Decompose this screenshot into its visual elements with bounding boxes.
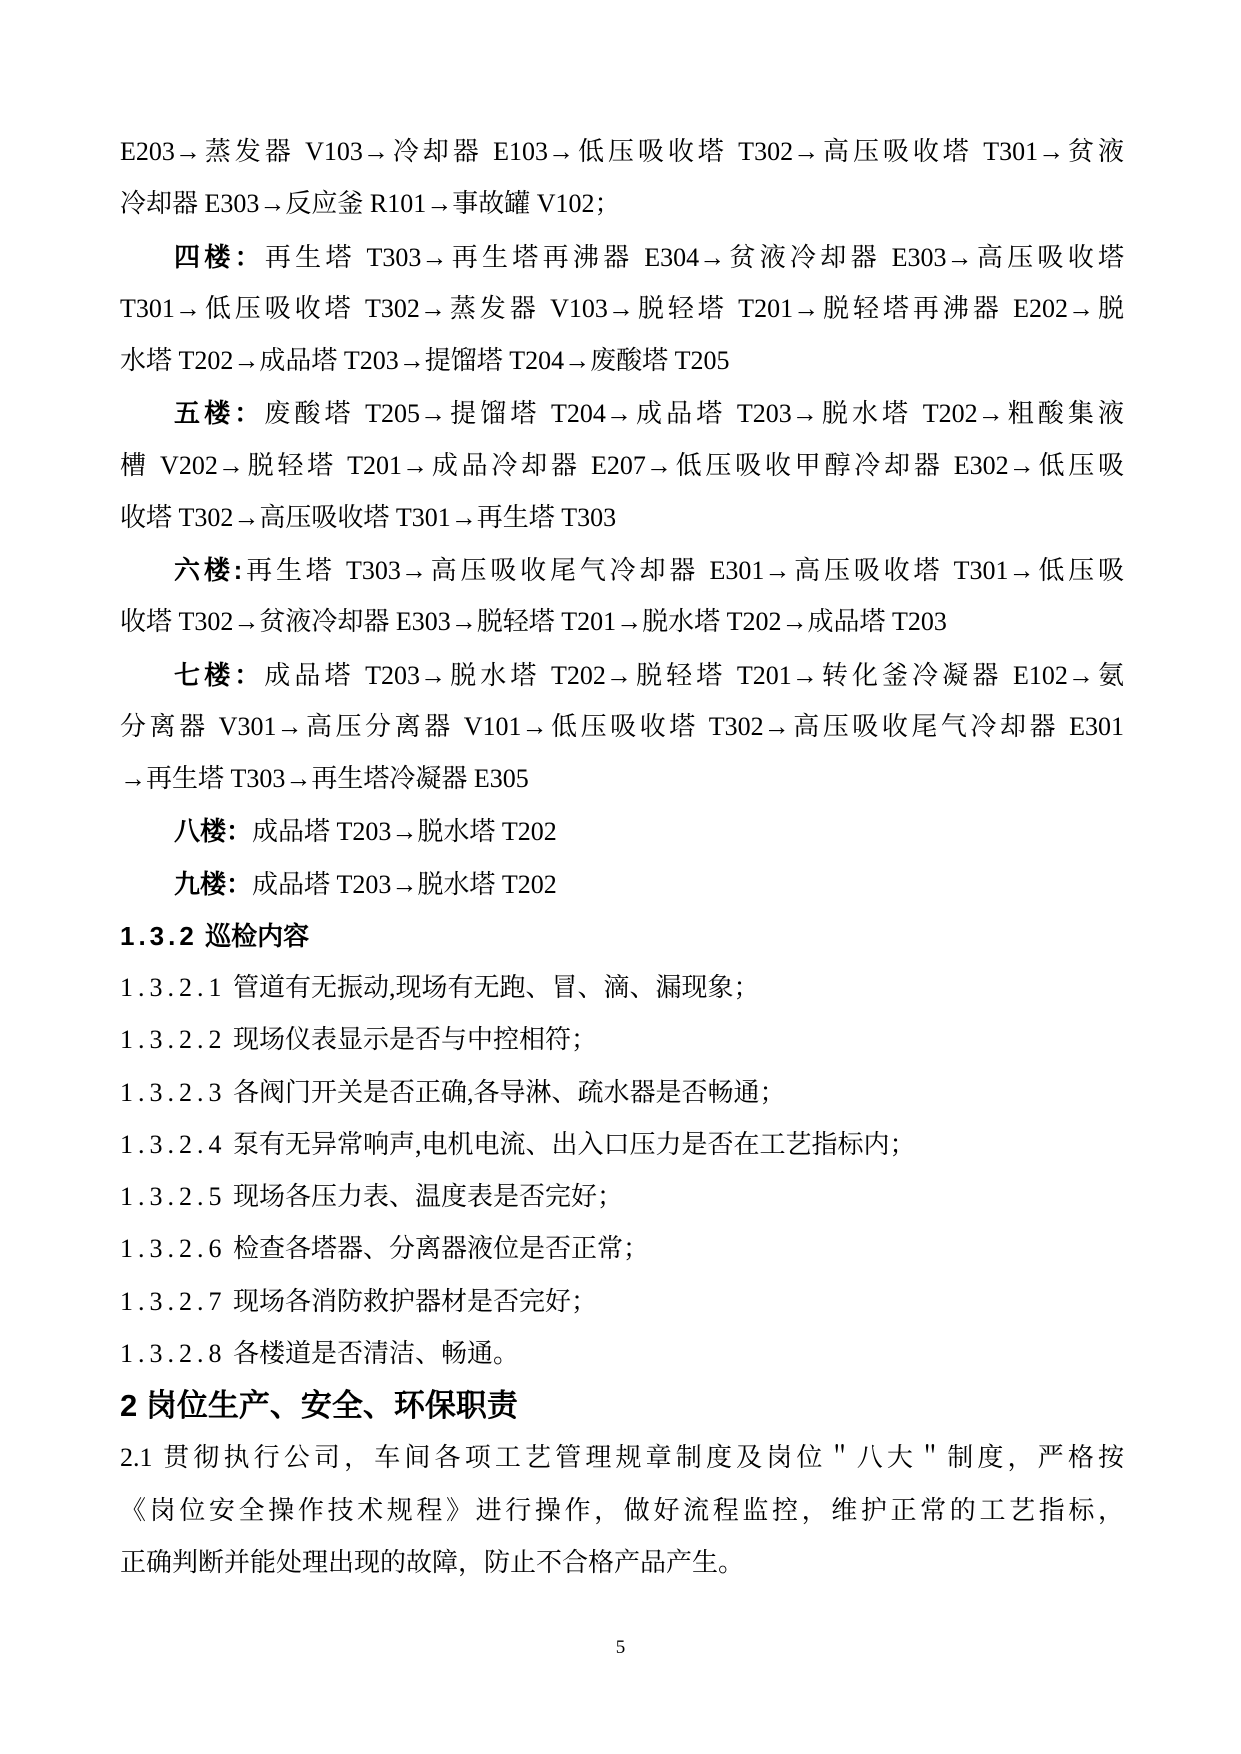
floor-route-line: 分离器 V301→高压分离器 V101→低压吸收塔 T302→高压吸收尾气冷却器 E301: [120, 711, 1124, 741]
checklist-item: [120, 1223, 1124, 1275]
floor-label: 四楼：: [174, 241, 265, 272]
floor-route-line: T301→低压吸收塔 T302→蒸发器 V103→脱轻塔 T201→脱轻塔再沸器 E202→脱: [120, 293, 1124, 323]
checklist-item: [120, 1276, 1124, 1328]
floor-route-line: [120, 544, 1124, 596]
item-text: 现场各消防救护器材是否完好；: [233, 1286, 598, 1316]
item-text: 各阀门开关是否正确,各导淋、疏水器是否畅通；: [233, 1077, 786, 1107]
floor-route-line: [120, 649, 1124, 701]
paragraph-line: 2.1 贯彻执行公司，车间各项工艺管理规章制度及岗位＂八大＂制度，严格按: [120, 1443, 1124, 1473]
floor-route-text: 废酸塔 T205→提馏塔 T204→成品塔 T203→脱水塔 T202→粗酸集液: [264, 399, 1124, 429]
floor-route-line: [120, 805, 1124, 857]
floor-label: 五楼：: [174, 398, 265, 429]
floor-route-text: 成品塔 T203→脱水塔 T202→脱轻塔 T201→转化釜冷凝器 E102→氨: [264, 660, 1124, 690]
page-body: [120, 126, 1124, 1589]
floor-label: 八楼：: [174, 816, 253, 847]
checklist-item: [120, 1067, 1124, 1119]
floor-route-line: 槽 V202→脱轻塔 T201→成品冷却器 E207→低压吸收甲醇冷却器 E302→低压吸: [120, 450, 1124, 480]
item-number: 1.3.2.7: [120, 1286, 227, 1316]
item-text: 现场仪表显示是否与中控相符；: [233, 1025, 598, 1055]
heading-text: 巡检内容: [205, 920, 310, 951]
floor-route-line: [120, 231, 1124, 283]
page-number: 5: [615, 1637, 626, 1658]
checklist-item: [120, 1119, 1124, 1171]
floor-route-text: 成品塔 T203→脱水塔 T202: [252, 817, 557, 847]
floor-route-line: [120, 858, 1124, 910]
floor-route-line: 收塔 T302→高压吸收塔 T301→再生塔 T303: [120, 502, 617, 532]
item-number: 1.3.2.2: [120, 1025, 227, 1055]
item-text: 检查各塔器、分离器液位是否正常；: [233, 1234, 650, 1264]
item-text: 各楼道是否清洁、畅通。: [233, 1338, 520, 1368]
floor-route-line: 水塔 T202→成品塔 T203→提馏塔 T204→废酸塔 T205: [120, 346, 730, 375]
floor-route-line: 收塔 T302→贫液冷却器 E303→脱轻塔 T201→脱水塔 T202→成品塔 T203: [120, 607, 947, 637]
floor-route-line: [120, 387, 1124, 439]
checklist-item: [120, 1014, 1124, 1066]
checklist-item: [120, 1328, 1124, 1380]
item-text: 泵有无异常响声,电机电流、出入口压力是否在工艺指标内；: [233, 1129, 916, 1159]
paragraph-line: 正确判断并能处理出现的故障，防止不合格产品产生。: [120, 1547, 745, 1577]
item-number: 1.3.2.8: [120, 1338, 227, 1368]
paragraph-line: 《岗位安全操作技术规程》进行操作，做好流程监控，维护正常的工艺指标，: [120, 1495, 1124, 1525]
section-heading-2: 2 岗位生产、安全、环保职责: [120, 1388, 518, 1423]
item-number: 1.3.2.4: [120, 1129, 227, 1159]
heading-number: 1.3.2: [120, 920, 198, 951]
floor-label: 七楼：: [174, 659, 265, 690]
floor-route-text: 再生塔 T303→再生塔再沸器 E304→贫液冷却器 E303→高压吸收塔: [264, 242, 1124, 272]
section-heading-1-3-2: [120, 910, 1124, 962]
item-text: 管道有无振动,现场有无跑、冒、滴、漏现象；: [233, 973, 760, 1002]
item-number: 1.3.2.5: [120, 1182, 227, 1211]
floor-route-line: →再生塔 T303→再生塔冷凝器 E305: [120, 764, 529, 793]
item-number: 1.3.2.1: [120, 973, 227, 1002]
route-line: E203→蒸发器 V103→冷却器 E103→低压吸收塔 T302→高压吸收塔 T301→贫液: [120, 137, 1124, 166]
checklist-item: [120, 1171, 1124, 1223]
item-number: 1.3.2.3: [120, 1077, 227, 1107]
floor-label: 六楼:: [174, 555, 243, 585]
route-line: 冷却器 E303→反应釜 R101→事故罐 V102；: [120, 189, 621, 219]
checklist-item: [120, 962, 1124, 1014]
item-number: 1.3.2.6: [120, 1234, 227, 1264]
floor-route-text: 成品塔 T203→脱水塔 T202: [252, 869, 557, 899]
floor-route-text: 再生塔 T303→高压吸收尾气冷却器 E301→高压吸收塔 T301→低压吸: [242, 556, 1124, 585]
item-text: 现场各压力表、温度表是否完好；: [233, 1182, 624, 1211]
floor-label: 九楼：: [174, 868, 253, 899]
